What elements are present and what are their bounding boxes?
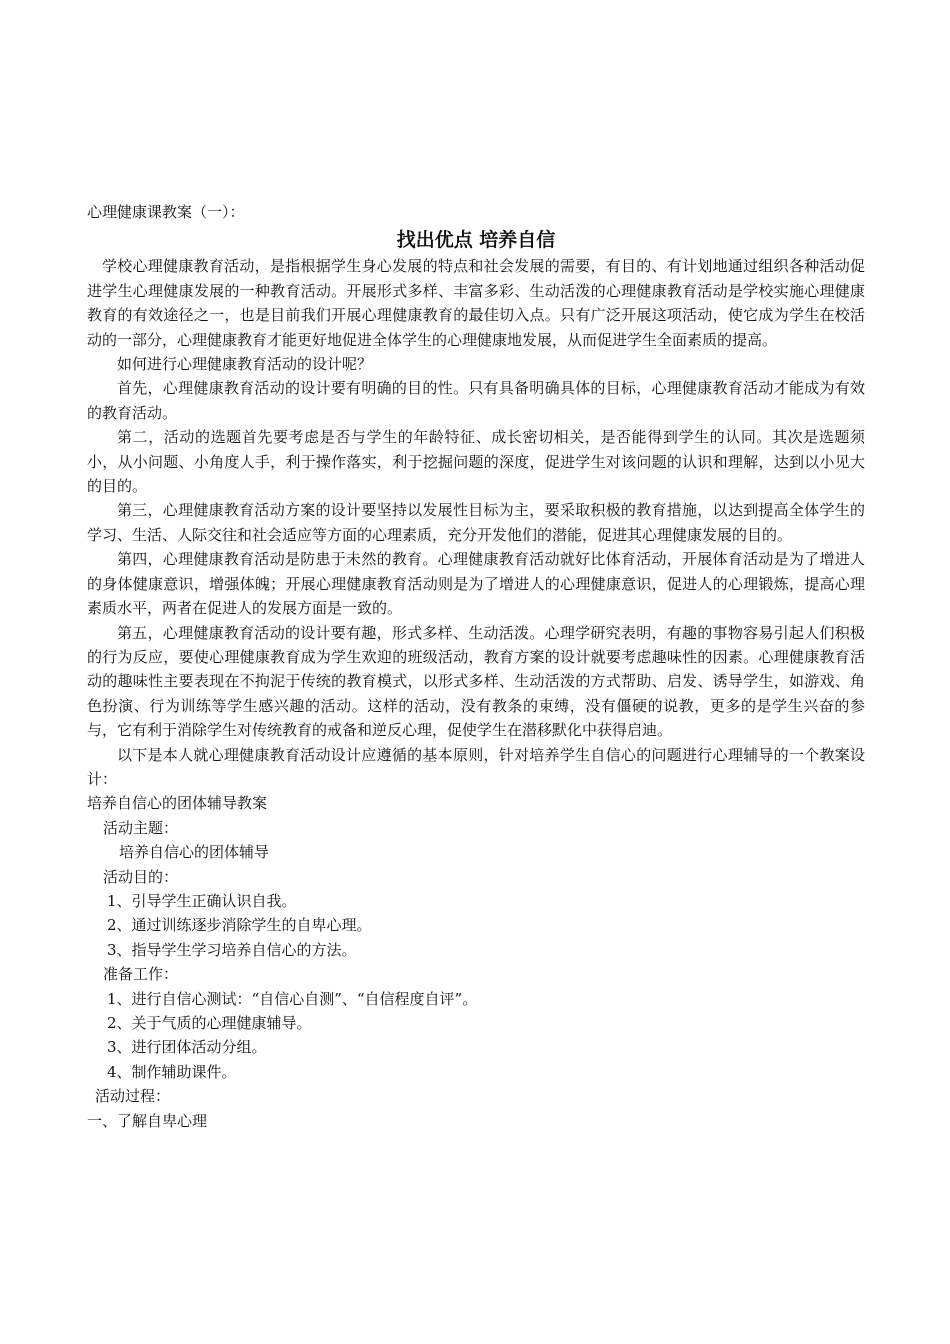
question-paragraph: 如何进行心理健康教育活动的设计呢？ xyxy=(117,355,373,374)
document-page xyxy=(87,200,865,1133)
point-3-paragraph: 第三，心理健康教育活动方案的设计要坚持以发展性目标为主，要采取积极的教育措施，以达到提高全体学生的学习、生活、人际交往和社会适应等方面的心理素质，充分开发他们的潜能，促进其心理健康发展的目的。 xyxy=(87,501,865,544)
document-title: 找出优点 培养自信 xyxy=(396,229,556,252)
plan-name: 培养自信心的团体辅导教案 xyxy=(87,794,268,813)
theme-value: 培养自信心的团体辅导 xyxy=(119,843,270,862)
prep-label: 准备工作： xyxy=(103,965,179,984)
intro-paragraph: 学校心理健康教育活动，是指根据学生身心发展的特点和社会发展的需要，有目的、有计划地通过组织各种活动促进学生心理健康发展的一种教育活动。开展形式多样、丰富多彩、生动活泼的心理健康教育活动是学校实施心理健康教育的有效途径之一，也是目前我们开展心理健康教育的最佳切入点。只有广泛开展这项活动，使它成为学生在校活动的一部分，心理健康教育才能更好地促进全体学生的心理健康地发展，从而促进学生全面素质的提高。 xyxy=(87,257,865,349)
goals-label: 活动目的： xyxy=(103,867,179,886)
prep-item: 3、进行团体活动分组。 xyxy=(107,1038,267,1057)
prep-item: 1、进行自信心测试：“自信心自测”、“自信程度自评”。 xyxy=(107,989,478,1008)
lesson-plan-label: 心理健康课教案（一）： xyxy=(87,203,245,221)
process-label: 活动过程： xyxy=(95,1087,171,1106)
point-2-paragraph: 第二，活动的选题首先要考虑是否与学生的年龄特征、成长密切相关，是否能得到学生的认同。其次是选题须小，从小问题、小角度人手，利于操作落实，利于挖掘问题的深度，促进学生对该问题的认识和理解，达到以小见大的目的。 xyxy=(87,428,865,496)
lead-paragraph: 以下是本人就心理健康教育活动设计应遵循的基本原则，针对培养学生自信心的问题进行心理辅导的一个教案设计： xyxy=(87,745,865,788)
point-1-paragraph: 首先，心理健康教育活动的设计要有明确的目的性。只有具备明确具体的目标，心理健康教育活动才能成为有效的教育活动。 xyxy=(87,379,865,422)
point-5-paragraph: 第五，心理健康教育活动的设计要有趣，形式多样、生动活泼。心理学研究表明，有趣的事物容易引起人们积极的行为反应，要使心理健康教育成为学生欢迎的班级活动，教育方案的设计就要考虑趣味性的因素。心理健康教育活动的趣味性主要表现在不拘泥于传统的教育模式，以形式多样、生动活泼的方式帮助、启发、诱导学生，如游戏、角色扮演、行为训练等学生感兴趣的活动。这样的活动，没有教条的束缚，没有僵硬的说教，更多的是学生兴奋的参与，它有利于消除学生对传统教育的戒备和逆反心理，促使学生在潜移默化中获得启迪。 xyxy=(87,623,865,740)
point-4-paragraph: 第四，心理健康教育活动是防患于未然的教育。心理健康教育活动就好比体育活动，开展体育活动是为了增进人的身体健康意识，增强体魄；开展心理健康教育活动则是为了增进人的心理健康意识，促进人的心理锻炼，提高心理素质水平，两者在促进人的发展方面是一致的。 xyxy=(87,550,865,618)
section-heading: 一、了解自卑心理 xyxy=(87,1111,208,1130)
theme-label: 活动主题： xyxy=(103,818,179,837)
prep-item: 2、关于气质的心理健康辅导。 xyxy=(107,1014,312,1032)
goal-item: 1、引导学生正确认识自我。 xyxy=(107,891,297,910)
goal-item: 2、通过训练逐步消除学生的自卑心理。 xyxy=(107,916,372,935)
prep-item: 4、制作辅助课件。 xyxy=(107,1062,237,1081)
goal-item: 3、指导学生学习培养自信心的方法。 xyxy=(107,940,357,959)
